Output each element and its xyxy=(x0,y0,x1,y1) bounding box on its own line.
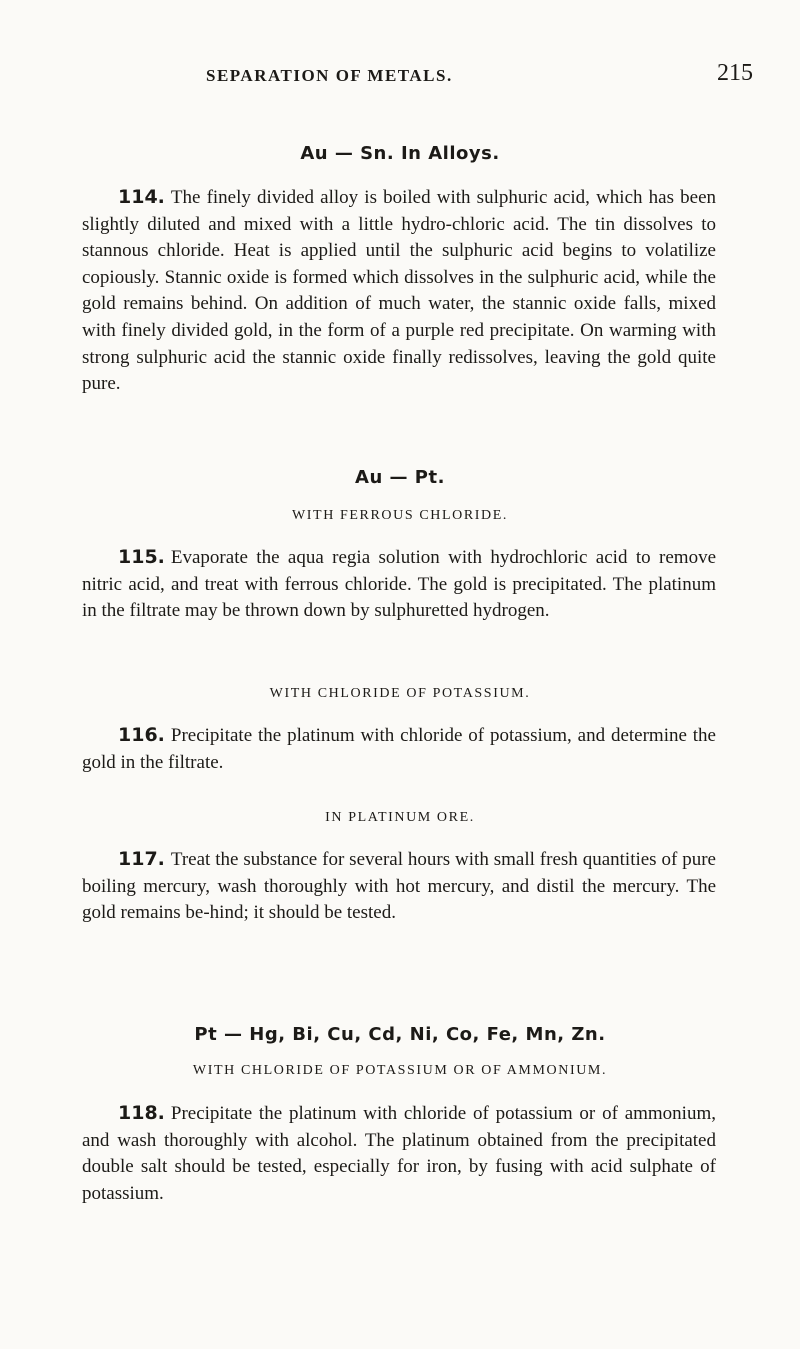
subheading-platinum-ore: IN PLATINUM ORE. xyxy=(325,810,475,825)
paragraph-text: Evaporate the aqua regia solution with hydrochloric acid to remove nitric acid, and treat with ferrous chloride. The gold is precipitated. The platinum in the filtrate may be thrown down by sulphuretted hydrogen. xyxy=(82,547,716,622)
paragraph-number: 118. xyxy=(118,1102,165,1124)
paragraph-number: 114. xyxy=(118,186,165,208)
paragraph-text: Precipitate the platinum with chloride of potassium, and determine the gold in the filtrate. xyxy=(82,725,716,773)
paragraph-number: 116. xyxy=(118,724,165,746)
paragraph-118 xyxy=(82,1100,716,1207)
section-heading-au-sn: Au — Sn. In Alloys. xyxy=(300,143,500,164)
subheading-ferrous-chloride: WITH FERROUS CHLORIDE. xyxy=(291,508,509,523)
paragraph-number: 115. xyxy=(118,546,165,568)
section-heading-au-pt: Au — Pt. xyxy=(355,467,445,488)
paragraph-text: The finely divided alloy is boiled with sulphuric acid, which has been slightly diluted and mixed with a little hydro-chloric acid. The tin dissolves to stannous chloride. Heat is applied until the sulphuric acid begins to volatilize copiously. Stannic oxide is formed which dissolves in the sulphuric acid, while the gold remains behind. On addition of much water, the stannic oxide falls, mixed with finely divided gold, in the form of a purple red precipitate. On warming with strong sulphuric acid the stannic oxide finally redissolves, leaving the gold quite pure. xyxy=(82,187,716,395)
running-head-title: SEPARATION OF METALS. xyxy=(206,66,453,85)
paragraph-number: 117. xyxy=(118,848,165,870)
paragraph-text: Treat the substance for several hours with small fresh quantities of pure boiling mercury, wash thoroughly with hot mercury, and distil the mercury. The gold remains be-hind; it should be tested. xyxy=(82,849,716,924)
page-number: 215 xyxy=(717,60,753,86)
section-heading-pt-metals: Pt — Hg, Bi, Cu, Cd, Ni, Co, Fe, Mn, Zn. xyxy=(194,1024,606,1045)
paragraph-115 xyxy=(82,544,716,625)
paragraph-117 xyxy=(82,846,716,927)
paragraph-116 xyxy=(82,722,716,776)
paragraph-114 xyxy=(82,184,716,398)
subheading-potassium-or-ammonium: WITH CHLORIDE OF POTASSIUM OR OF AMMONIUM. xyxy=(192,1063,608,1078)
subheading-chloride-of-potassium: WITH CHLORIDE OF POTASSIUM. xyxy=(269,686,531,701)
paragraph-text: Precipitate the platinum with chloride of potassium or of ammonium, and wash thoroughly with alcohol. The platinum obtained from the precipitated double salt should be tested, especially for iron, by fusing with acid sulphate of potassium. xyxy=(82,1103,716,1204)
